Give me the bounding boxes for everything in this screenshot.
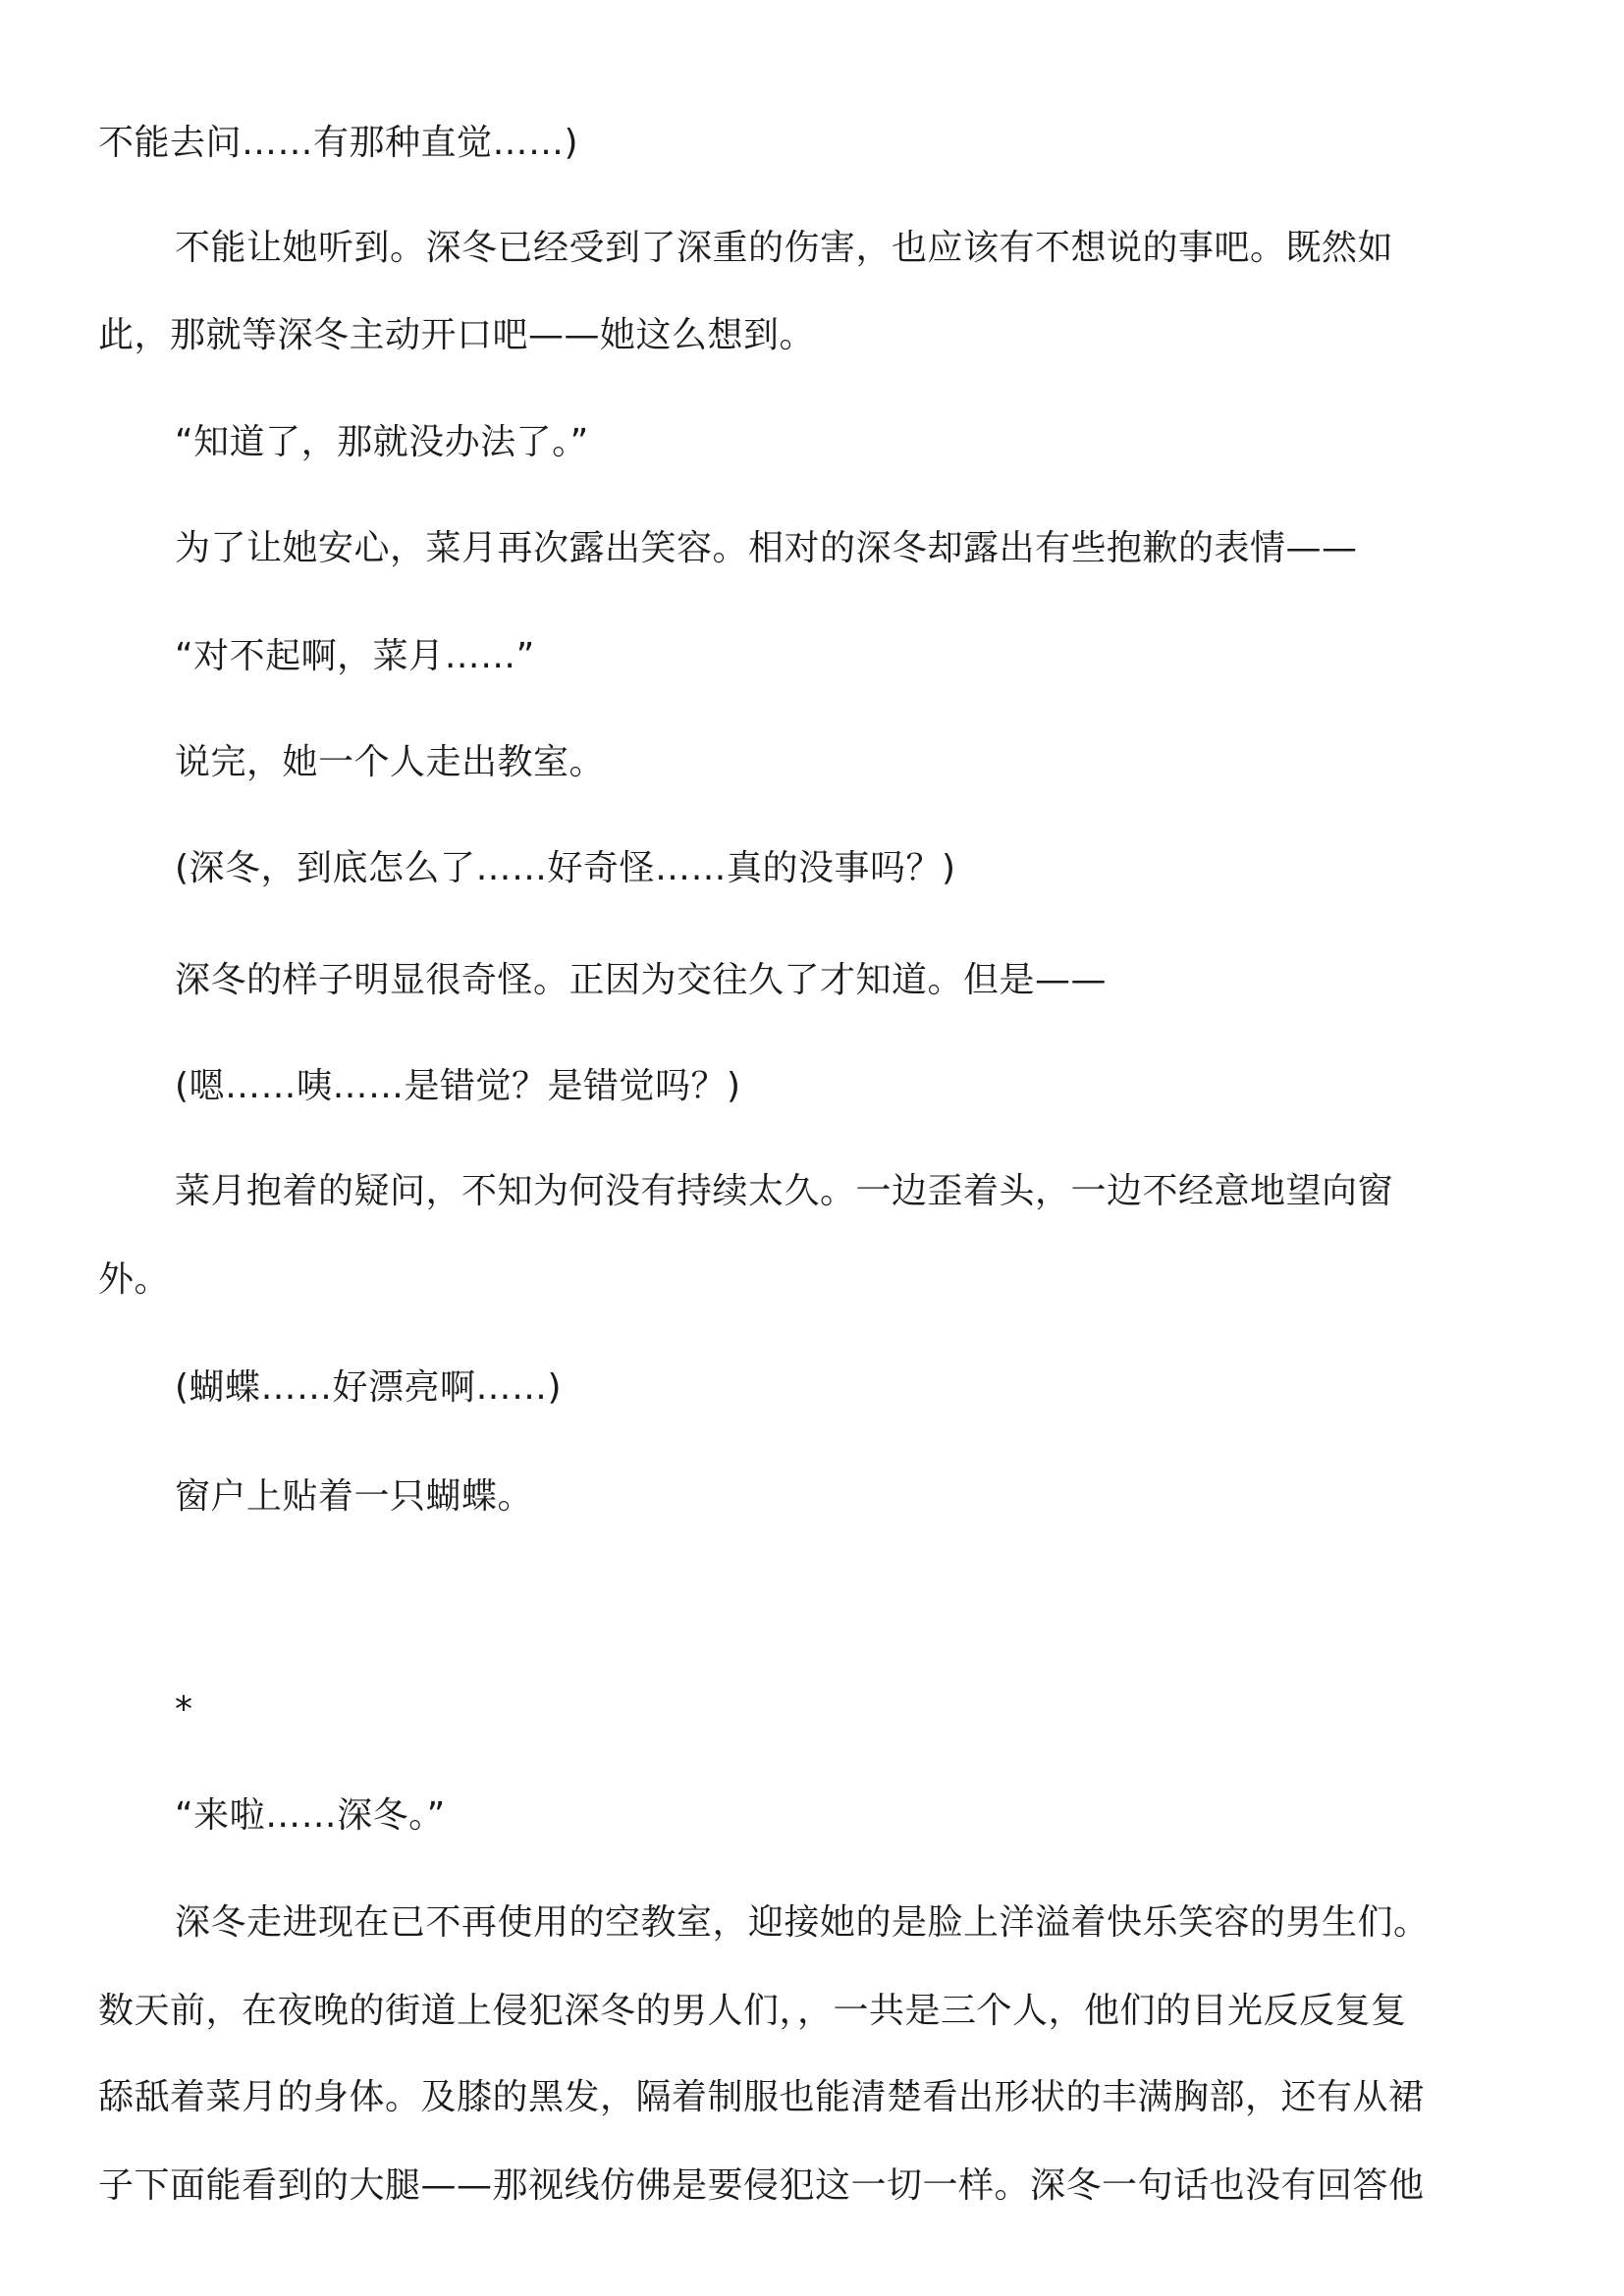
text-line: 外。 — [98, 1259, 171, 1300]
text-line: 为了让她安心，菜月再次露出笑容。相对的深冬却露出有些抱歉的表情—— — [175, 528, 1358, 568]
text-line: “对不起啊，菜月……” — [175, 636, 535, 676]
text-line: 窗户上贴着一只蝴蝶。 — [175, 1476, 534, 1517]
text-line: 此，那就等深冬主动开口吧——她这么想到。 — [98, 315, 816, 355]
text-line: “知道了，那就没办法了。” — [175, 422, 589, 462]
text-line: 数天前，在夜晚的街道上侵犯深冬的男人们，，一共是三个人，他们的目光反反复复 — [98, 1991, 1407, 2031]
section-break: * — [175, 1689, 193, 1730]
text-line: 深冬的样子明显很奇怪。正因为交往久了才知道。但是—— — [175, 960, 1108, 1000]
text-line: (蝴蝶……好漂亮啊……) — [175, 1367, 563, 1408]
text-line: (嗯……咦……是错觉？是错觉吗？) — [175, 1066, 741, 1106]
text-line: 子下面能看到的大腿——那视线仿佛是要侵犯这一切一样。深冬一句话也没有回答他 — [98, 2165, 1425, 2206]
text-line: “来啦……深冬。” — [175, 1795, 446, 1836]
text-line: 舔舐着菜月的身体。及膝的黑发，隔着制服也能清楚看出形状的丰满胸部，还有从裙 — [98, 2077, 1425, 2117]
text-line: 不能让她听到。深冬已经受到了深重的伤害，也应该有不想说的事吧。既然如 — [175, 228, 1394, 268]
text-line: 说完，她一个人走出教室。 — [175, 742, 606, 782]
text-line: 深冬走进现在已不再使用的空教室，迎接她的是脸上洋溢着快乐笑容的男生们。 — [175, 1902, 1430, 1943]
text-line: (深冬，到底怎么了……好奇怪……真的没事吗？) — [175, 848, 956, 888]
text-line: 菜月抱着的疑问，不知为何没有持续太久。一边歪着头，一边不经意地望向窗 — [175, 1171, 1394, 1211]
text-line: 不能去问……有那种直觉……) — [98, 123, 579, 163]
